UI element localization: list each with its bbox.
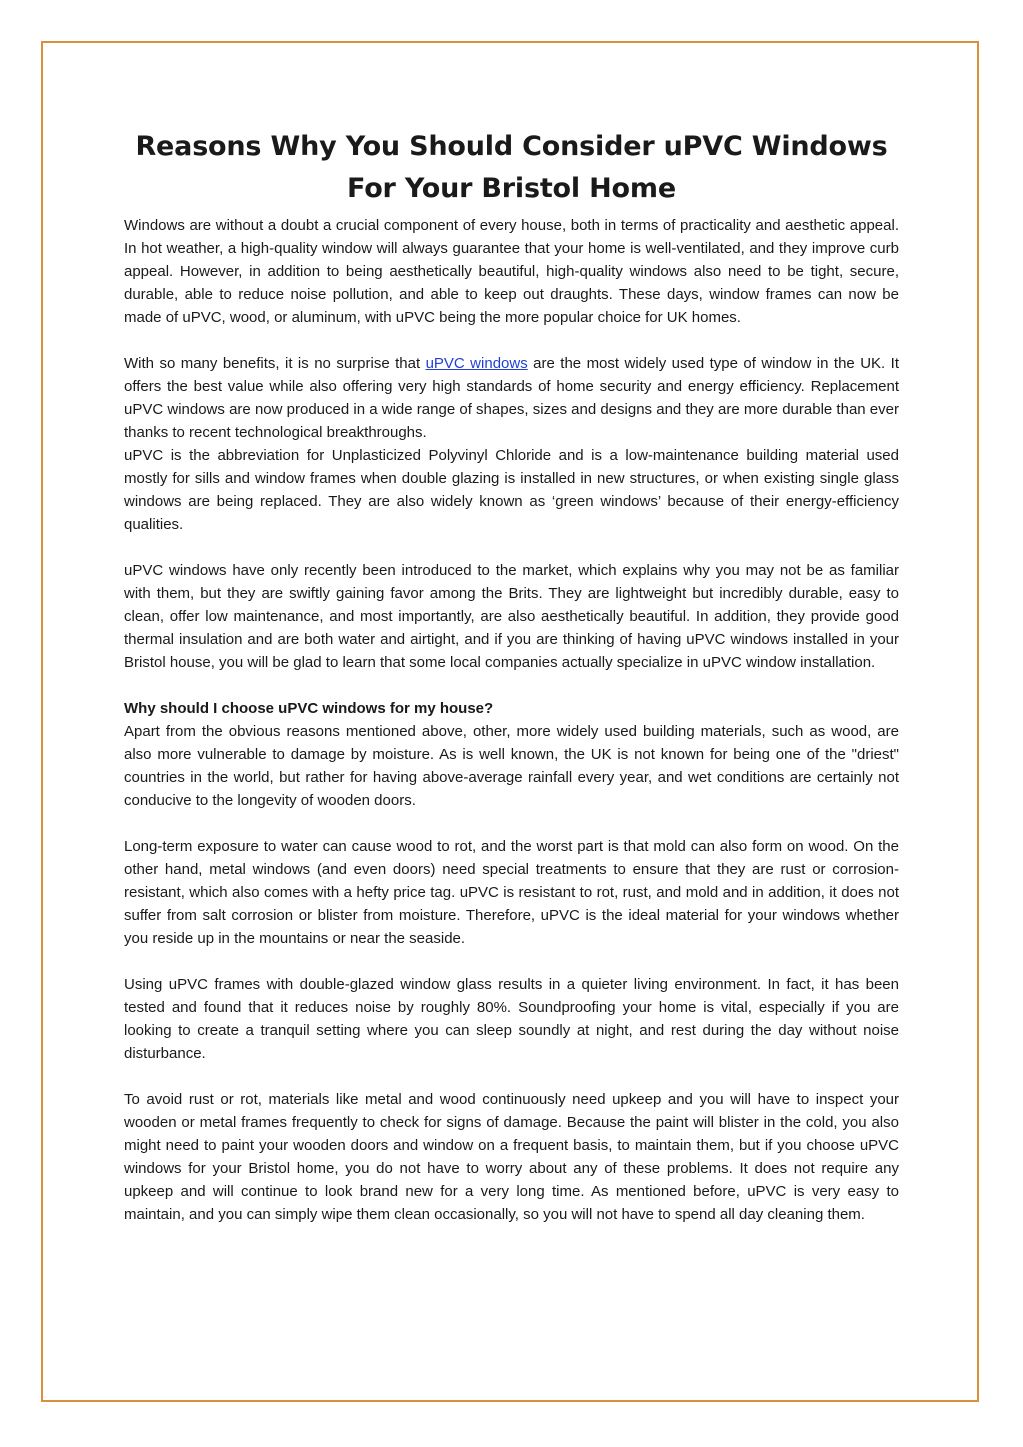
document-body	[124, 126, 899, 1226]
paragraph-intro: Windows are without a doubt a crucial component of every house, both in terms of practicality and aesthetic appeal. In hot weather, a high-quality window will always guarantee that your home is well-ventilated, and they improve curb appeal. However, in addition to being aesthetically beautiful, high-quality windows also need to be tight, secure, durable, able to reduce noise pollution, and able to keep out draughts. These days, window frames can now be made of uPVC, wood, or aluminum, with uPVC being the more popular choice for UK homes.	[124, 217, 899, 326]
paragraph-spacer	[124, 950, 899, 973]
paragraph-spacer	[124, 536, 899, 559]
paragraph-rot-rust: Long-term exposure to water can cause wood to rot, and the worst part is that mold can also form on wood. On the other hand, metal windows (and even doors) need special treatments to ensure that they are rust or corrosion-resistant, which also comes with a hefty price tag. uPVC is resistant to rot, rust, and mold and in addition, it does not suffer from salt corrosion or blister from moisture. Therefore, uPVC is the ideal material for your windows whether you reside up in the mountains or near the seaside.	[124, 838, 899, 947]
document-title: Reasons Why You Should Consider uPVC Windows For Your Bristol Home	[135, 131, 888, 204]
paragraph-noise: Using uPVC frames with double-glazed window glass results in a quieter living environment. In fact, it has been tested and found that it reduces noise by roughly 80%. Soundproofing your home is vital, especially if you are looking to create a tranquil setting where you can sleep soundly at night, and rest during the day without noise disturbance.	[124, 976, 899, 1062]
upvc-windows-link[interactable]: uPVC windows	[425, 355, 528, 372]
section-heading: Why should I choose uPVC windows for my house?	[124, 700, 494, 717]
paragraph-moisture: Apart from the obvious reasons mentioned above, other, more widely used building materials, such as wood, are also more vulnerable to damage by moisture. As is well known, the UK is not known for being one of the "driest" countries in the world, but rather for having above-average rainfall every year, and wet conditions are certainly not conducive to the longevity of wooden doors.	[124, 723, 899, 809]
paragraph-benefits	[124, 352, 899, 444]
paragraph-benefits-end: are the most widely used type of window in the UK. It offers the best value while also offering very high standards of home security and energy efficiency. Replacement uPVC windows are now produced in a wide range of shapes, sizes and designs and they are more durable than ever thanks to recent technological breakthroughs.	[124, 355, 899, 441]
paragraph-spacer	[124, 812, 899, 835]
paragraph-maintenance: To avoid rust or rot, materials like metal and wood continuously need upkeep and you will have to inspect your wooden or metal frames frequently to check for signs of damage. Because the paint will blister in the cold, you also might need to paint your wooden doors and window on a frequent basis, to maintain them, but if you choose uPVC windows for your Bristol home, you do not have to worry about any of these problems. It does not require any upkeep and will continue to look brand new for a very long time. As mentioned before, uPVC is very easy to maintain, and you can simply wipe them clean occasionally, so you will not have to spend all day cleaning them.	[124, 1091, 899, 1223]
paragraph-definition: uPVC is the abbreviation for Unplasticized Polyvinyl Chloride and is a low-maintenance building material used mostly for sills and window frames when double glazing is installed in new structures, or when existing single glass windows are being replaced. They are also widely known as ‘green windows’ because of their energy-efficiency qualities.	[124, 447, 899, 533]
paragraph-spacer	[124, 674, 899, 697]
paragraph-spacer	[124, 329, 899, 352]
paragraph-introduction-market: uPVC windows have only recently been introduced to the market, which explains why you may not be as familiar with them, but they are swiftly gaining favor among the Brits. They are lightweight but incredibly durable, easy to clean, offer low maintenance, and most importantly, are also aesthetically beautiful. In addition, they provide good thermal insulation and are both water and airtight, and if you are thinking of having uPVC windows installed in your Bristol house, you will be glad to learn that some local companies actually specialize in uPVC window installation.	[124, 562, 899, 671]
paragraph-spacer	[124, 1065, 899, 1088]
paragraph-benefits-start: With so many benefits, it is no surprise that	[124, 355, 426, 372]
